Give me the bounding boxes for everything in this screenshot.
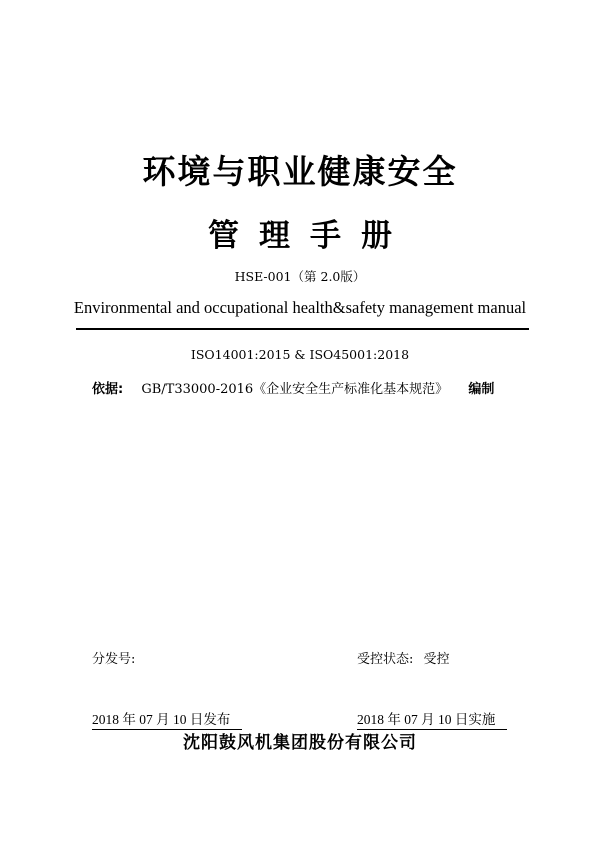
issue-date: 2018 年 07 月 10 日发布 — [92, 708, 242, 730]
document-title: 环境与职业健康安全 — [142, 152, 458, 191]
control-status-label: 受控状态: — [357, 652, 414, 667]
basis-action: 编制 — [468, 382, 495, 397]
english-title: Environmental and occupational health&safety management manual — [73, 298, 527, 317]
distribution-number — [92, 648, 135, 667]
control-status-value: 受控 — [423, 652, 450, 667]
title-divider — [76, 328, 529, 330]
control-status — [357, 648, 450, 667]
basis-standard: GB/T33000-2016《企业安全生产标准化基本规范》 — [141, 382, 449, 397]
basis-line — [92, 378, 532, 397]
document-code: HSE-001（第 2.0版） — [234, 269, 366, 284]
basis-label: 依据: — [92, 382, 124, 397]
implementation-date: 2018 年 07 月 10 日实施 — [357, 708, 507, 730]
document-subtitle: 管理手册 — [208, 218, 412, 254]
iso-standards: ISO14001:2015 & ISO45001:2018 — [190, 347, 410, 362]
company-name: 沈阳鼓风机集团股份有限公司 — [183, 733, 417, 753]
distribution-label: 分发号: — [92, 652, 136, 667]
